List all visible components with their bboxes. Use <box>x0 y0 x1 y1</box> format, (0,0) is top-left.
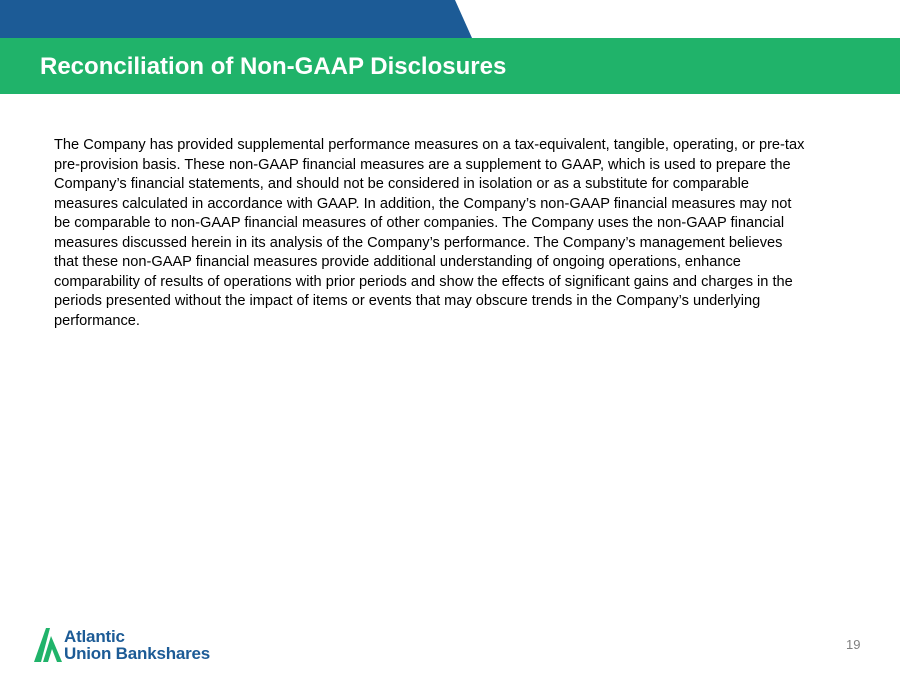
company-logo <box>34 628 254 664</box>
logo-text-union-bankshares: Union Bankshares <box>64 644 211 663</box>
slide-title: Reconciliation of Non-GAAP Disclosures <box>40 53 507 80</box>
disclosure-paragraph: The Company has provided supplemental performance measures on a tax-equivalent, tangible, operating, or pre-tax pre-provision basis. These non-GAAP financial measures are a supplement to GAAP, which is used to prepare the Company’s financial statements, and should not be considered in isolation or as a substitute for comparable measures calculated in accordance with GAAP. In addition, the Company’s non-GAAP financial measures may not be comparable to non-GAAP financial measures of other companies. The Company uses the non-GAAP financial measures discussed herein in its analysis of the Company’s performance. The Company’s management believes that these non-GAAP financial measures provide additional understanding of ongoing operations, enhance comparability of results of operations with prior periods and show the effects of significant gains and charges in the periods presented without the impact of items or events that may obscure trends in the Company’s underlying performance. <box>54 137 805 329</box>
header-blue-band <box>0 0 900 38</box>
mountain-logo-icon <box>34 628 62 662</box>
page-number: 19 <box>846 637 861 652</box>
logo-text-atlantic: Atlantic <box>64 627 125 646</box>
